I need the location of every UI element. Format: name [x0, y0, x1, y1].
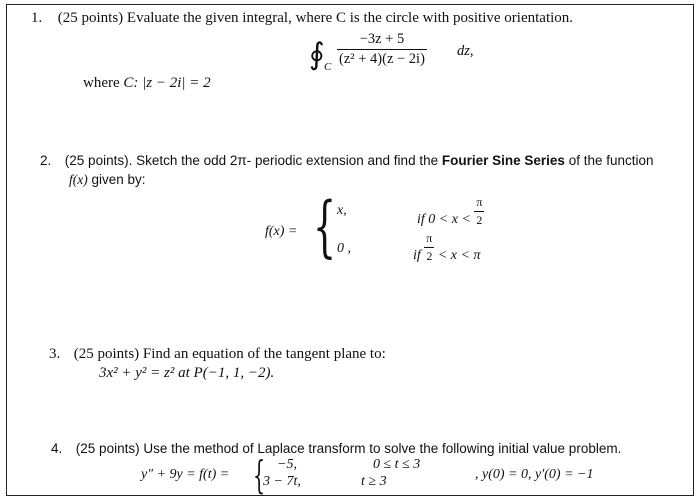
problem-2-piecewise: [265, 188, 545, 271]
problem-4-number: 4.: [51, 441, 63, 456]
problem-2-number: 2.: [40, 153, 52, 168]
case-1-frac-den: 2: [476, 213, 483, 227]
f-case-2-condition: t ≥ 3: [361, 474, 387, 489]
problem-2-text-prefix: (25 points). Sketch the odd 2π- periodic extension and find the: [64, 153, 439, 168]
problem-4-text: (25 points) Use the method of Laplace transform to solve the following initial value problem.: [75, 441, 622, 456]
case-2-pi-over-2: [424, 231, 434, 264]
problem-sheet: [6, 4, 694, 496]
left-brace-icon: {: [313, 188, 337, 265]
case-2-condition-suffix: < x < π: [437, 247, 481, 263]
case-2-value: 0 ,: [337, 241, 351, 256]
problem-2-text-bold: Fourier Sine Series: [441, 153, 565, 168]
case-2-frac-num: π: [426, 231, 433, 245]
case-1-condition-prefix: if 0 < x <: [417, 211, 471, 227]
problem-4-ivp: [141, 453, 661, 497]
contour-integral-icon: ∮: [309, 38, 325, 71]
case-2-condition-prefix: if: [413, 247, 421, 263]
problem-2-given-by: given by:: [91, 172, 146, 187]
case-1-value: x,: [337, 203, 347, 218]
problem-1-contour: [83, 75, 211, 92]
case-1-condition: [417, 195, 484, 228]
integral-differential: dz,: [457, 43, 474, 59]
problem-1-statement: [31, 10, 573, 27]
problem-3-statement: [49, 346, 386, 363]
f-case-1-condition: 0 ≤ t ≤ 3: [373, 457, 421, 472]
initial-conditions: , y(0) = 0, y′(0) = −1: [475, 467, 594, 482]
case-2-condition: [413, 231, 480, 264]
problem-4-statement: [51, 441, 621, 456]
f-case-1-value: −5,: [277, 457, 297, 472]
f-case-2-value: 3 − 7t,: [263, 474, 301, 489]
case-2-frac-den: 2: [426, 249, 433, 263]
problem-2-line2: [69, 172, 146, 188]
problem-2-function-name: f(x): [69, 172, 88, 187]
contour-definition: C: |z − 2i| = 2: [123, 75, 211, 91]
problem-3-equation: 3x² + y² = z² at P(−1, 1, −2).: [99, 365, 275, 381]
piecewise-lhs: f(x) =: [265, 224, 298, 239]
integral-subscript: C: [324, 61, 332, 73]
integrand-numerator: −3z + 5: [359, 31, 405, 47]
problem-3-number: 3.: [49, 346, 61, 362]
integrand-denominator: (z² + 4)(z − 2i): [339, 51, 425, 67]
problem-1-number: 1.: [31, 10, 43, 26]
ode-lhs: y″ + 9y = f(t) =: [141, 467, 230, 482]
case-1-frac-num: π: [476, 195, 483, 209]
left-brace-icon: {: [253, 453, 266, 497]
problem-2-statement: [40, 153, 654, 168]
problem-3-text: (25 points) Find an equation of the tangent plane to:: [73, 346, 386, 362]
problem-2-text-suffix: of the function: [568, 153, 654, 168]
problem-1-text: (25 points) Evaluate the given integral, where C is the circle with positive orientation.: [57, 10, 574, 26]
integrand-fraction: [337, 31, 427, 68]
case-1-pi-over-2: [474, 195, 484, 228]
where-label: where: [83, 75, 120, 91]
